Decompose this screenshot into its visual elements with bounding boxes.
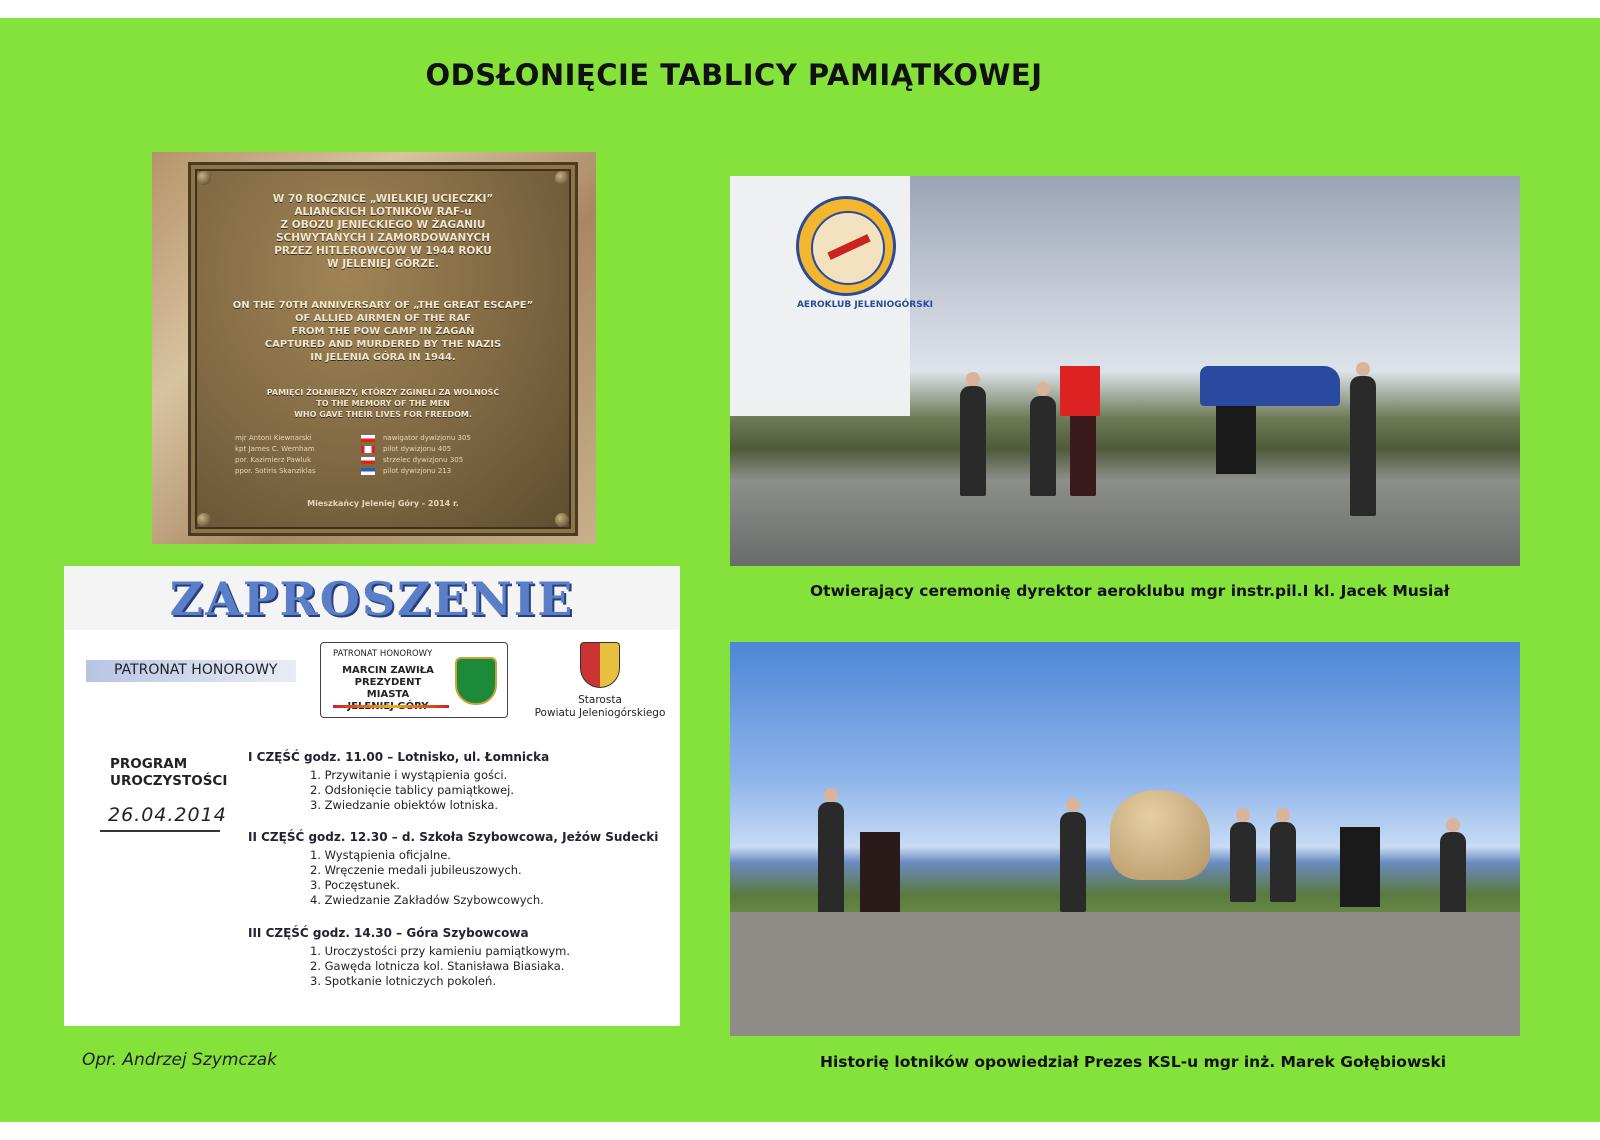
rivet-icon [197, 171, 211, 185]
caption-photo-1: Otwierający ceremonię dyrektor aeroklubu mgr instr.pil.I kl. Jacek Musiał [810, 582, 1450, 600]
list-item: 2. Odsłonięcie tablicy pamiątkowej. [310, 783, 515, 797]
plaque-name-row [235, 455, 535, 466]
patron-box-label: PATRONAT HONOROWY [333, 649, 433, 659]
starosta-label [530, 694, 670, 720]
rivet-icon [555, 171, 569, 185]
plaque-memory-text [191, 387, 575, 420]
plaque-line: ALIANCKICH LOTNIKÓW RAF-u [294, 206, 472, 218]
plaque-photo [152, 152, 596, 544]
plaque-name-row [235, 444, 535, 455]
author-credit: Opr. Andrzej Szymczak [82, 1050, 277, 1070]
list-item: 2. Gawęda lotnicza kol. Stanisława Biasiaka. [310, 959, 565, 973]
ceremony-word: UROCZYSTOŚCI [110, 773, 228, 789]
person-figure [1230, 822, 1256, 902]
greece-flag-icon [361, 468, 375, 475]
plaque-line: CAPTURED AND MURDERED BY THE NAZIS [264, 339, 502, 350]
invitation-title: ZAPROSZENIE [169, 572, 575, 626]
patron-name: MARCIN ZAWIŁA [342, 665, 434, 676]
part-2-title: II CZĘŚĆ godz. 12.30 – d. Szkoła Szybowcowa, Jeżów Sudecki [248, 830, 659, 844]
list-item: 3. Spotkanie lotniczych pokoleń. [310, 974, 496, 988]
airman-name: mjr Antoni Kiewnarski [235, 434, 312, 442]
plaque-name-row [235, 466, 535, 477]
plaque-polish-text [191, 193, 575, 271]
date-underline [100, 830, 220, 832]
county-crest-icon [580, 642, 620, 688]
part-3-list [310, 944, 570, 989]
list-item: 1. Przywitanie i wystąpienia gości. [310, 768, 508, 782]
plaque-line: TO THE MEMORY OF THE MEN [316, 399, 450, 408]
list-item: 3. Poczęstunek. [310, 878, 401, 892]
airman-name: por. Kazimierz Pawluk [235, 456, 311, 464]
starosta-county: Powiatu Jeleniogórskiego [534, 707, 666, 719]
plaque-line: W JELENIEJ GÓRZE. [326, 258, 439, 270]
ceremony-photo-memorial-stone [730, 642, 1520, 1036]
plaque-line: ON THE 70TH ANNIVERSARY OF „THE GREAT ESCAPE” [232, 300, 534, 311]
person-figure [818, 802, 844, 922]
car-shape [1200, 366, 1340, 406]
list-item: 4. Zwiedzanie Zakładów Szybowcowych. [310, 893, 544, 907]
plaque-line: OF ALLIED AIRMEN OF THE RAF [294, 313, 471, 324]
aeroclub-building [730, 176, 910, 416]
plaque-line: FROM THE POW CAMP IN ŻAGAŃ [291, 326, 475, 337]
plaque-signature: Mieszkańcy Jeleniej Góry - 2014 r. [307, 499, 459, 508]
memorial-plaque [188, 162, 578, 536]
program-word: PROGRAM [110, 756, 188, 772]
podium [860, 832, 900, 920]
part-3-title: III CZĘŚĆ godz. 14.30 – Góra Szybowcowa [248, 926, 529, 940]
plaque-names-list [235, 433, 535, 477]
program-label [110, 756, 227, 790]
airman-unit: nawigator dywizjonu 305 [383, 434, 471, 442]
plaque-line: Z OBOZU JENIECKIEGO W ŻAGANIU [280, 219, 486, 231]
part-2-list [310, 848, 544, 908]
memorial-stone [1110, 790, 1210, 880]
plaque-name-row [235, 433, 535, 444]
list-item: 1. Uroczystości przy kamieniu pamiątkowym. [310, 944, 571, 958]
pavement [730, 912, 1520, 1036]
plaque-line: W 70 ROCZNICE „WIELKIEJ UCIECZKI” [272, 193, 494, 205]
page-title: ODSŁONIĘCIE TABLICY PAMIĄTKOWEJ [425, 58, 1043, 92]
person-figure [1270, 822, 1296, 902]
plane-icon [827, 234, 870, 260]
plaque-line: PRZEZ HITLEROWCÓW W 1944 ROKU [274, 245, 492, 257]
poland-flag-icon [361, 457, 375, 464]
part-1-title: I CZĘŚĆ godz. 11.00 – Lotnisko, ul. Łomnicka [248, 750, 550, 764]
person-figure [960, 386, 986, 496]
plaque-line: WHO GAVE THEIR LIVES FOR FREEDOM. [294, 410, 472, 419]
starosta-title: Starosta [578, 694, 622, 706]
plaque-line: PAMIĘCI ŻOŁNIERZY, KTÓRZY ZGINĘLI ZA WOLNOŚĆ [266, 388, 500, 397]
plaque-line: IN JELENIA GÓRA IN 1944. [310, 352, 456, 363]
list-item: 3. Zwiedzanie obiektów lotniska. [310, 798, 499, 812]
plaque-english-text [191, 299, 575, 364]
rivet-icon [197, 513, 211, 527]
person-figure [1030, 396, 1056, 496]
airman-unit: pilot dywizjonu 213 [383, 467, 452, 475]
invitation-card [64, 566, 680, 1026]
podium [1216, 404, 1256, 474]
aeroclub-logo-text: AEROKLUB JELENIOGÓRSKI [796, 300, 934, 310]
patron-stripe [333, 705, 449, 708]
list-item: 1. Wystąpienia oficjalne. [310, 848, 451, 862]
ceremony-photo-aeroclub [730, 176, 1520, 566]
program-date: 26.04.2014 [108, 804, 227, 826]
canada-flag-icon [361, 446, 375, 453]
podium [1340, 827, 1380, 907]
patron-box-mayor [320, 642, 508, 718]
banner-flag-icon [1060, 366, 1100, 416]
caption-photo-2: Historię lotników opowiedział Prezes KSL-u mgr inż. Marek Gołębiowski [820, 1053, 1447, 1071]
jelenia-gora-crest-icon [455, 657, 497, 705]
speaker-figure [1350, 376, 1376, 516]
list-item: 2. Wręczenie medali jubileuszowych. [310, 863, 522, 877]
part-1-list [310, 768, 514, 813]
poland-flag-icon [361, 435, 375, 442]
rivet-icon [555, 513, 569, 527]
photographer-figure [1440, 832, 1466, 922]
plaque-line: SCHWYTANYCH I ZAMORDOWANYCH [275, 232, 491, 244]
airman-unit: strzelec dywizjonu 305 [383, 456, 464, 464]
patron-label: PATRONAT HONOROWY [114, 662, 278, 678]
aeroclub-logo-inner [811, 211, 885, 285]
airman-name: ppor. Sotiris Skanziklas [235, 467, 316, 475]
airman-unit: pilot dywizjonu 405 [383, 445, 452, 453]
airman-name: kpt James C. Wernham [235, 445, 315, 453]
speaker-figure [1060, 812, 1086, 912]
aeroclub-logo-icon [796, 196, 896, 296]
patron-role: PREZYDENT MIASTA [354, 677, 422, 700]
